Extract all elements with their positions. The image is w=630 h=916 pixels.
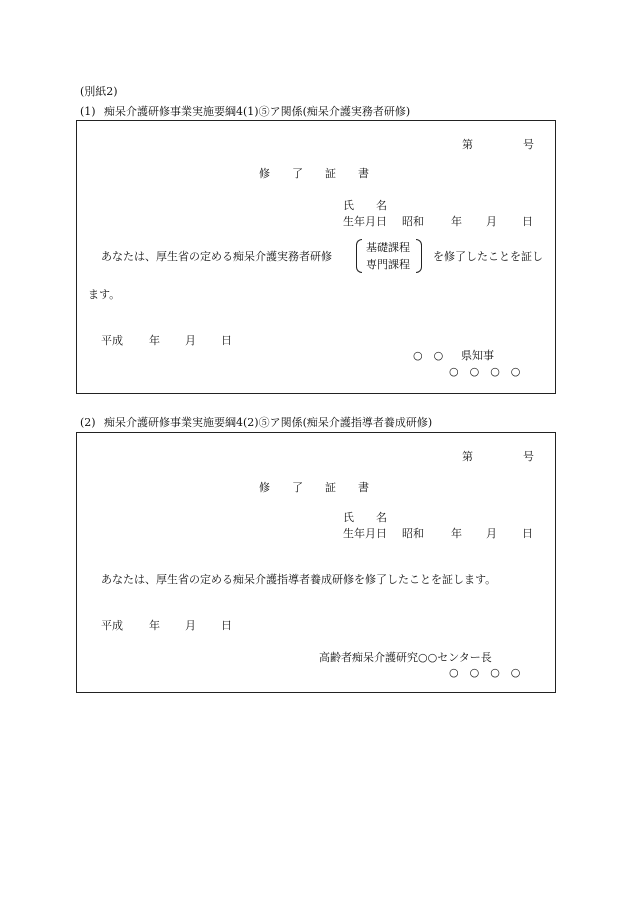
cert2-date-day: 日 [221, 619, 232, 632]
cert1-body-pre: あなたは、厚生省の定める痴呆介護実務者研修 [101, 250, 332, 263]
cert2-number-dai: 第 [462, 450, 473, 463]
cert1-birth-year: 年 [451, 215, 462, 228]
cert2-seal-marks: ○ ○ ○ ○ [449, 666, 521, 679]
cert2-number-go: 号 [523, 450, 534, 463]
cert2-issuer: 高齢者痴呆介護研究○○センター長 [319, 651, 492, 664]
cert1-birth-day: 日 [522, 215, 533, 228]
cert1-birth-label: 生年月日 [343, 215, 387, 228]
certificate-1 [76, 120, 556, 394]
cert2-body: あなたは、厚生省の定める痴呆介護指導者養成研修を修了したことを証します。 [101, 573, 497, 586]
cert1-name-label: 氏 名 [343, 199, 387, 212]
cert1-seal-marks: ○ ○ ○ ○ [449, 365, 521, 378]
cert1-brace-left [356, 239, 362, 273]
cert1-date-year: 年 [149, 334, 160, 347]
cert1-birth-month: 月 [486, 215, 497, 228]
section1-number: (1) [80, 105, 96, 118]
cert2-birth-year: 年 [451, 527, 462, 540]
section1-heading: 痴呆介護研修事業実施要綱4(1)⑤ア関係(痴呆介護実務者研修) [104, 105, 411, 118]
cert1-number-go: 号 [523, 138, 534, 151]
section2-heading: 痴呆介護研修事業実施要綱4(2)⑤ア関係(痴呆介護指導者養成研修) [104, 416, 433, 429]
attachment-label: (別紙2) [80, 85, 118, 98]
cert2-birth-era: 昭和 [402, 527, 424, 540]
cert2-birth-day: 日 [522, 527, 533, 540]
cert2-birth-label: 生年月日 [343, 527, 387, 540]
cert1-body-cont: ます。 [88, 288, 121, 301]
cert2-date-year: 年 [149, 619, 160, 632]
certificate-2 [76, 432, 556, 693]
cert1-date-day: 日 [221, 334, 232, 347]
cert1-number-dai: 第 [462, 138, 473, 151]
cert2-name-label: 氏 名 [343, 511, 387, 524]
cert2-birth-month: 月 [486, 527, 497, 540]
cert1-birth-era: 昭和 [402, 215, 424, 228]
cert1-title: 修 了 証 書 [259, 167, 369, 180]
cert2-title: 修 了 証 書 [259, 481, 369, 494]
cert1-brace-right [416, 239, 422, 273]
cert1-date-era: 平成 [101, 334, 123, 347]
cert1-body-post: を修了したことを証し [433, 250, 543, 263]
cert2-date-month: 月 [185, 619, 196, 632]
section2-number: (2) [80, 416, 96, 429]
cert1-issuer-marks: ○ ○ [413, 349, 444, 362]
cert1-course-basic: 基礎課程 [366, 241, 410, 254]
cert1-date-month: 月 [185, 334, 196, 347]
cert1-course-special: 専門課程 [366, 258, 410, 271]
cert1-issuer-title: 県知事 [461, 349, 494, 362]
cert2-date-era: 平成 [101, 619, 123, 632]
